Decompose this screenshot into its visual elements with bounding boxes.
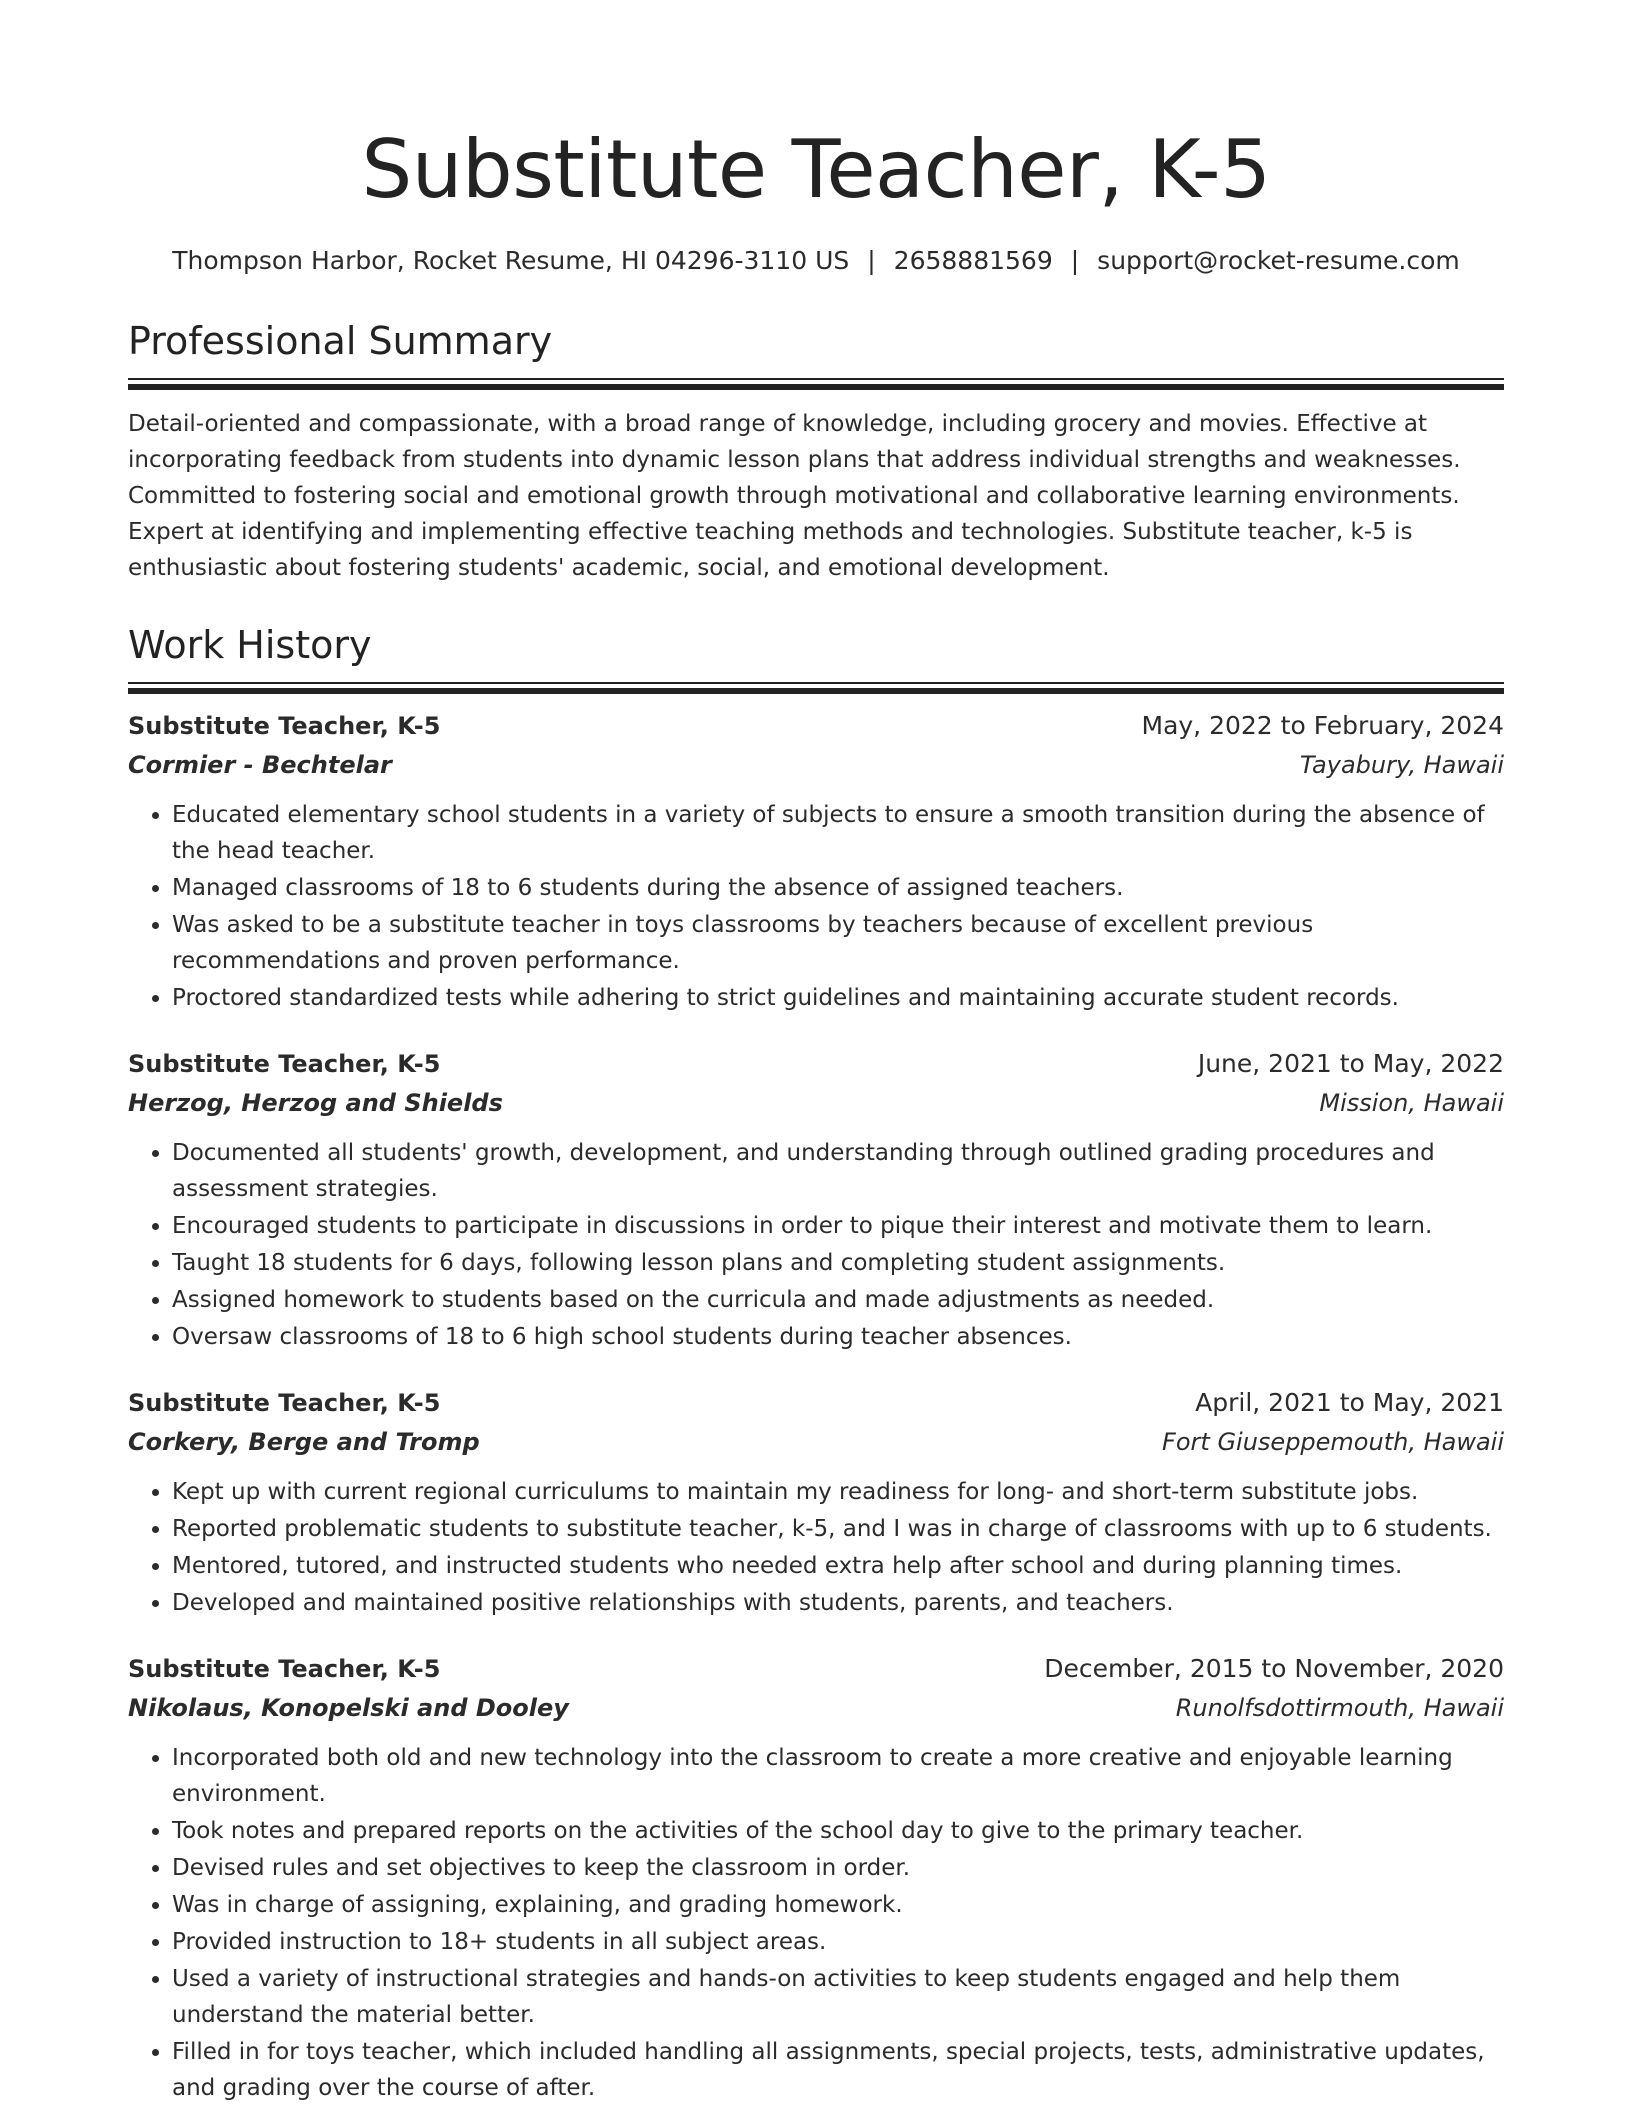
job-bullet: • Took notes and prepared reports on the activities of the school day to give to the primary teacher. (172, 1813, 1504, 1849)
summary-text: Detail-oriented and compassionate, with a broad range of knowledge, including grocery and movies. Effective at incorporating feedback from students into dynamic lesson plans that address individual strengths and weaknesses. Committed to fostering social and emotional growth through motivational and collaborative learning environments. Expert at identifying and implementing effective teaching methods and technologies. Substitute teacher, k-5 is enthusiastic about fostering students' academic, social, and emotional development. (128, 411, 1461, 581)
job-bullet: • Was asked to be a substitute teacher in toys classrooms by teachers because of excellent previous recommendations and proven performance. (172, 907, 1504, 979)
job-bullet: • Proctored standardized tests while adhering to strict guidelines and maintaining accurate student records. (172, 980, 1504, 1016)
job-bullet: • Assigned homework to students based on the curricula and made adjustments as needed. (172, 1282, 1504, 1318)
job-company: Corkery, Berge and Tromp (128, 1428, 480, 1456)
job-header (128, 1385, 1504, 1421)
job-bullet: • Taught 18 students for 6 days, following lesson plans and completing student assignments. (172, 1245, 1504, 1281)
job-bullet-list (128, 1474, 1504, 1621)
job-bullet-list (128, 1740, 1504, 2106)
job-company: Nikolaus, Konopelski and Dooley (128, 1694, 569, 1722)
job-bullet-list (128, 1135, 1504, 1355)
job-bullet-list (128, 797, 1504, 1016)
job-entry (128, 1046, 1504, 1355)
job-bullet: • Documented all students' growth, development, and understanding through outlined grading procedures and assessment strategies. (172, 1135, 1504, 1207)
job-title: Substitute Teacher, K-5 (128, 1050, 441, 1078)
job-dates: May, 2022 to February, 2024 (1141, 711, 1504, 740)
job-subheader (128, 1424, 1504, 1460)
job-entry (128, 1651, 1504, 2106)
section-title-work-history: Work History (128, 623, 372, 667)
job-bullet: • Was in charge of assigning, explaining, and grading homework. (172, 1887, 1504, 1923)
job-title: Substitute Teacher, K-5 (128, 1655, 441, 1683)
job-dates: December, 2015 to November, 2020 (1044, 1654, 1504, 1683)
job-header (128, 1046, 1504, 1082)
job-dates: April, 2021 to May, 2021 (1195, 1388, 1504, 1417)
contact-line (128, 244, 1504, 278)
job-bullet: • Filled in for toys teacher, which included handling all assignments, special projects, tests, administrative updates, and grading over the course of after. (172, 2034, 1504, 2106)
contact-separator: | (1070, 246, 1080, 275)
job-dates: June, 2021 to May, 2022 (1197, 1049, 1504, 1078)
job-entry (128, 708, 1504, 1016)
resume-page (128, 0, 1504, 2107)
job-subheader (128, 1690, 1504, 1726)
job-bullet: • Devised rules and set objectives to keep the classroom in order. (172, 1850, 1504, 1886)
section-divider (128, 682, 1504, 694)
job-bullet: • Provided instruction to 18+ students in all subject areas. (172, 1924, 1504, 1960)
contact-email: support@rocket-resume.com (1097, 246, 1460, 275)
job-bullet: • Reported problematic students to substitute teacher, k-5, and I was in charge of classrooms with up to 6 students. (172, 1511, 1504, 1547)
job-bullet: • Managed classrooms of 18 to 6 students during the absence of assigned teachers. (172, 870, 1504, 906)
job-bullet: • Incorporated both old and new technology into the classroom to create a more creative and enjoyable learning environment. (172, 1740, 1504, 1812)
job-subheader (128, 747, 1504, 783)
job-entry (128, 1385, 1504, 1621)
job-bullet: • Kept up with current regional curriculums to maintain my readiness for long- and short-term substitute jobs. (172, 1474, 1504, 1510)
contact-phone: 2658881569 (893, 246, 1053, 275)
contact-address: Thompson Harbor, Rocket Resume, HI 04296-3110 US (172, 246, 850, 275)
job-subheader (128, 1085, 1504, 1121)
job-bullet: • Used a variety of instructional strategies and hands-on activities to keep students engaged and help them understand the material better. (172, 1961, 1504, 2033)
job-title: Substitute Teacher, K-5 (128, 1389, 441, 1417)
job-bullet: • Encouraged students to participate in discussions in order to pique their interest and motivate them to learn. (172, 1208, 1504, 1244)
job-list (128, 708, 1504, 2106)
job-bullet: • Mentored, tutored, and instructed students who needed extra help after school and during planning times. (172, 1548, 1504, 1584)
job-title: Substitute Teacher, K-5 (128, 712, 441, 740)
job-header (128, 708, 1504, 744)
contact-separator: | (867, 246, 876, 275)
job-bullet: • Educated elementary school students in a variety of subjects to ensure a smooth transition during the absence of the head teacher. (172, 797, 1504, 869)
job-bullet: • Oversaw classrooms of 18 to 6 high school students during teacher absences. (172, 1319, 1504, 1355)
section-divider (128, 378, 1504, 390)
job-location: Tayabury, Hawaii (1299, 751, 1504, 779)
job-company: Cormier - Bechtelar (128, 751, 392, 779)
job-bullet: • Developed and maintained positive relationships with students, parents, and teachers. (172, 1585, 1504, 1621)
job-header (128, 1651, 1504, 1687)
job-location: Runolfsdottirmouth, Hawaii (1175, 1694, 1504, 1722)
job-location: Fort Giuseppemouth, Hawaii (1162, 1428, 1504, 1456)
section-title-summary: Professional Summary (128, 319, 553, 363)
job-location: Mission, Hawaii (1319, 1089, 1504, 1117)
job-company: Herzog, Herzog and Shields (128, 1089, 503, 1117)
resume-name: Substitute Teacher, K-5 (361, 123, 1271, 216)
